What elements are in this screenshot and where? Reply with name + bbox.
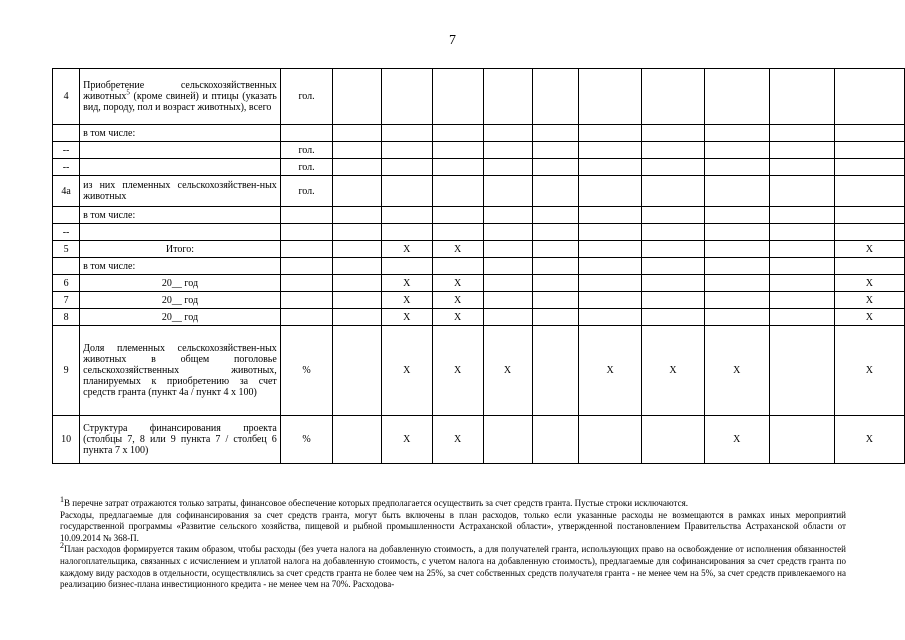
row-description: 20__ год — [80, 275, 281, 292]
row-number: 6 — [53, 275, 80, 292]
value-cell — [333, 224, 381, 241]
value-cell — [483, 416, 532, 464]
value-cell — [769, 326, 834, 416]
value-cell — [432, 176, 483, 207]
footnote-1-line-1 — [60, 495, 846, 510]
value-cell — [381, 159, 432, 176]
value-cell: X — [642, 326, 705, 416]
value-cell — [834, 142, 904, 159]
footnote-2-mark: 2 — [60, 541, 64, 551]
value-cell: X — [381, 309, 432, 326]
row-number: 7 — [53, 292, 80, 309]
value-cell — [579, 416, 642, 464]
row-number — [53, 207, 80, 224]
value-cell — [579, 207, 642, 224]
value-cell — [483, 176, 532, 207]
value-cell — [333, 159, 381, 176]
table-row — [53, 176, 905, 207]
value-cell: X — [579, 326, 642, 416]
value-cell — [381, 176, 432, 207]
value-cell — [532, 292, 579, 309]
value-cell — [432, 258, 483, 275]
value-cell — [333, 292, 381, 309]
value-cell — [579, 309, 642, 326]
unit-cell — [280, 207, 333, 224]
unit-cell: гол. — [280, 176, 333, 207]
value-cell: X — [432, 416, 483, 464]
value-cell — [381, 258, 432, 275]
table-row — [53, 326, 905, 416]
value-cell — [642, 224, 705, 241]
value-cell — [834, 125, 904, 142]
value-cell — [381, 207, 432, 224]
value-cell: X — [381, 416, 432, 464]
unit-cell — [280, 309, 333, 326]
value-cell: X — [834, 292, 904, 309]
value-cell: X — [432, 292, 483, 309]
value-cell: X — [704, 416, 769, 464]
row-description — [80, 142, 281, 159]
value-cell — [333, 176, 381, 207]
value-cell — [579, 176, 642, 207]
footnote-2 — [60, 541, 846, 590]
value-cell — [642, 275, 705, 292]
unit-cell: гол. — [280, 69, 333, 125]
value-cell — [532, 207, 579, 224]
footnote-1-text: В перечне затрат отражаются только затраты, финансовое обеспечение которых предполагается осуществить за счет средств гранта. Пустые строки исключаются. — [64, 498, 688, 508]
value-cell — [769, 69, 834, 125]
value-cell: X — [381, 292, 432, 309]
value-cell — [483, 258, 532, 275]
row-description — [80, 159, 281, 176]
unit-cell — [280, 125, 333, 142]
table-row — [53, 159, 905, 176]
table-row — [53, 142, 905, 159]
value-cell — [532, 326, 579, 416]
value-cell — [333, 241, 381, 258]
value-cell — [704, 125, 769, 142]
value-cell — [483, 241, 532, 258]
value-cell — [769, 275, 834, 292]
value-cell — [381, 142, 432, 159]
value-cell — [579, 292, 642, 309]
value-cell: X — [381, 241, 432, 258]
row-description: из них племенных сельскохозяйствен-ных животных — [80, 176, 281, 207]
footnote-ref: 5 — [126, 88, 130, 97]
value-cell: X — [432, 241, 483, 258]
value-cell — [333, 309, 381, 326]
value-cell — [642, 292, 705, 309]
table-row — [53, 207, 905, 224]
value-cell — [704, 159, 769, 176]
row-description: в том числе: — [80, 125, 281, 142]
value-cell — [769, 125, 834, 142]
value-cell — [432, 207, 483, 224]
value-cell — [381, 125, 432, 142]
unit-cell: гол. — [280, 142, 333, 159]
value-cell — [642, 159, 705, 176]
value-cell — [532, 309, 579, 326]
unit-cell: % — [280, 326, 333, 416]
value-cell — [642, 241, 705, 258]
value-cell — [769, 416, 834, 464]
value-cell — [642, 207, 705, 224]
value-cell — [579, 224, 642, 241]
unit-cell — [280, 224, 333, 241]
row-description: 20__ год — [80, 292, 281, 309]
table-row — [53, 275, 905, 292]
value-cell — [642, 258, 705, 275]
row-number: 9 — [53, 326, 80, 416]
table-row — [53, 69, 905, 125]
value-cell — [834, 224, 904, 241]
value-cell — [579, 125, 642, 142]
value-cell — [642, 142, 705, 159]
value-cell — [483, 207, 532, 224]
value-cell — [333, 142, 381, 159]
value-cell — [483, 309, 532, 326]
value-cell — [579, 69, 642, 125]
row-description: 20__ год — [80, 309, 281, 326]
value-cell — [532, 176, 579, 207]
value-cell: X — [834, 241, 904, 258]
value-cell — [642, 309, 705, 326]
footnote-1-mark: 1 — [60, 495, 64, 504]
row-description — [80, 224, 281, 241]
value-cell — [704, 241, 769, 258]
value-cell — [432, 69, 483, 125]
value-cell — [834, 176, 904, 207]
unit-cell: гол. — [280, 159, 333, 176]
row-number: 4 — [53, 69, 80, 125]
value-cell — [834, 69, 904, 125]
value-cell — [532, 159, 579, 176]
value-cell — [432, 142, 483, 159]
value-cell — [333, 69, 381, 125]
row-description — [80, 69, 281, 125]
value-cell — [704, 309, 769, 326]
value-cell: X — [704, 326, 769, 416]
footnote-1-line-2: Расходы, предлагаемые для софинансирования за счет средств гранта, могут быть включены в план расходов, только если указанные расходы не возмещаются в рамках иных мероприятий государственной программы «Развитие сельского хозяйства, пищевой и рыбной промышленности Астраханской области», утвержденной постановлением Правительства Астраханской области от 10.09.2014 № 368-П. — [60, 509, 846, 543]
value-cell — [381, 224, 432, 241]
value-cell — [769, 159, 834, 176]
value-cell — [704, 176, 769, 207]
value-cell — [333, 258, 381, 275]
row-number — [53, 258, 80, 275]
table-row — [53, 416, 905, 464]
table-row — [53, 309, 905, 326]
row-number: 8 — [53, 309, 80, 326]
value-cell — [834, 159, 904, 176]
value-cell — [704, 258, 769, 275]
expense-plan-table — [52, 68, 905, 464]
value-cell — [704, 207, 769, 224]
page-number: 7 — [449, 33, 456, 48]
value-cell: X — [834, 326, 904, 416]
value-cell — [333, 275, 381, 292]
value-cell — [579, 142, 642, 159]
value-cell: X — [834, 275, 904, 292]
table-row — [53, 241, 905, 258]
value-cell — [333, 326, 381, 416]
value-cell — [483, 224, 532, 241]
row-number: 5 — [53, 241, 80, 258]
value-cell — [333, 207, 381, 224]
row-description: в том числе: — [80, 258, 281, 275]
value-cell — [483, 142, 532, 159]
value-cell — [769, 207, 834, 224]
row-description: Доля племенных сельскохозяйствен-ных животных в общем поголовье сельскохозяйственных животных, планируемых к приобретению за счет средств гранта (пункт 4а / пункт 4 х 100) — [80, 326, 281, 416]
value-cell: X — [432, 309, 483, 326]
value-cell: X — [432, 275, 483, 292]
table-row — [53, 125, 905, 142]
value-cell: X — [834, 309, 904, 326]
value-cell — [381, 69, 432, 125]
value-cell — [769, 224, 834, 241]
value-cell — [483, 275, 532, 292]
row-description-text: Приобретение сельскохозяйственных животных — [83, 80, 277, 102]
value-cell — [834, 207, 904, 224]
value-cell — [432, 159, 483, 176]
value-cell — [532, 142, 579, 159]
unit-cell — [280, 241, 333, 258]
value-cell — [769, 309, 834, 326]
value-cell — [532, 241, 579, 258]
value-cell — [432, 125, 483, 142]
unit-cell — [280, 275, 333, 292]
row-number: -- — [53, 142, 80, 159]
value-cell — [579, 241, 642, 258]
footnote-2-text: План расходов формируется таким образом, чтобы расходы (без учета налога на добавленную стоимость, а для получателей гранта, использующих право на освобождение от исполнения обязанностей налогоплательщика, связанных с исчислением и уплатой налога на добавленную стоимость, с учетом налога на добавленную стоимость), предлагаемые для софинансирования за счет средств гранта по каждому виду расходов в отдельности, осуществлялись за счет средств гранта не более чем на 25%, за счет собственных средств получателя гранта - не менее чем на 5%, за счет средств привлекаемого на реализацию бизнес-плана инвестиционного кредита - не менее чем на 70%. Расходова- — [60, 544, 846, 590]
value-cell: X — [483, 326, 532, 416]
value-cell — [483, 159, 532, 176]
row-number: -- — [53, 224, 80, 241]
value-cell — [579, 275, 642, 292]
value-cell — [704, 224, 769, 241]
value-cell — [333, 125, 381, 142]
value-cell — [483, 292, 532, 309]
value-cell — [704, 142, 769, 159]
value-cell — [769, 176, 834, 207]
value-cell — [834, 258, 904, 275]
value-cell — [769, 292, 834, 309]
value-cell: X — [432, 326, 483, 416]
table-row — [53, 224, 905, 241]
unit-cell: % — [280, 416, 333, 464]
value-cell — [769, 142, 834, 159]
value-cell — [483, 69, 532, 125]
row-number — [53, 125, 80, 142]
value-cell — [532, 258, 579, 275]
unit-cell — [280, 258, 333, 275]
footnotes — [60, 495, 846, 591]
value-cell — [532, 224, 579, 241]
value-cell — [704, 69, 769, 125]
value-cell — [483, 125, 532, 142]
value-cell — [769, 241, 834, 258]
value-cell — [642, 125, 705, 142]
value-cell — [579, 258, 642, 275]
row-description: Итого: — [80, 241, 281, 258]
value-cell — [532, 416, 579, 464]
table-row — [53, 292, 905, 309]
row-description-text-cont: (кроме свиней) и птицы (указать вид, породу, пол и возраст животных), всего — [83, 91, 277, 113]
value-cell — [704, 292, 769, 309]
value-cell: X — [381, 275, 432, 292]
value-cell — [333, 416, 381, 464]
value-cell — [769, 258, 834, 275]
row-number: 4а — [53, 176, 80, 207]
row-description: в том числе: — [80, 207, 281, 224]
value-cell — [642, 69, 705, 125]
value-cell — [704, 275, 769, 292]
value-cell — [642, 416, 705, 464]
row-number: 10 — [53, 416, 80, 464]
value-cell: X — [381, 326, 432, 416]
value-cell — [532, 275, 579, 292]
value-cell: X — [834, 416, 904, 464]
unit-cell — [280, 292, 333, 309]
row-number: -- — [53, 159, 80, 176]
value-cell — [532, 69, 579, 125]
value-cell — [432, 224, 483, 241]
value-cell — [579, 159, 642, 176]
value-cell — [532, 125, 579, 142]
row-description: Структура финансирования проекта (столбцы 7, 8 или 9 пункта 7 / столбец 6 пункта 7 х 100) — [80, 416, 281, 464]
value-cell — [642, 176, 705, 207]
table-row — [53, 258, 905, 275]
